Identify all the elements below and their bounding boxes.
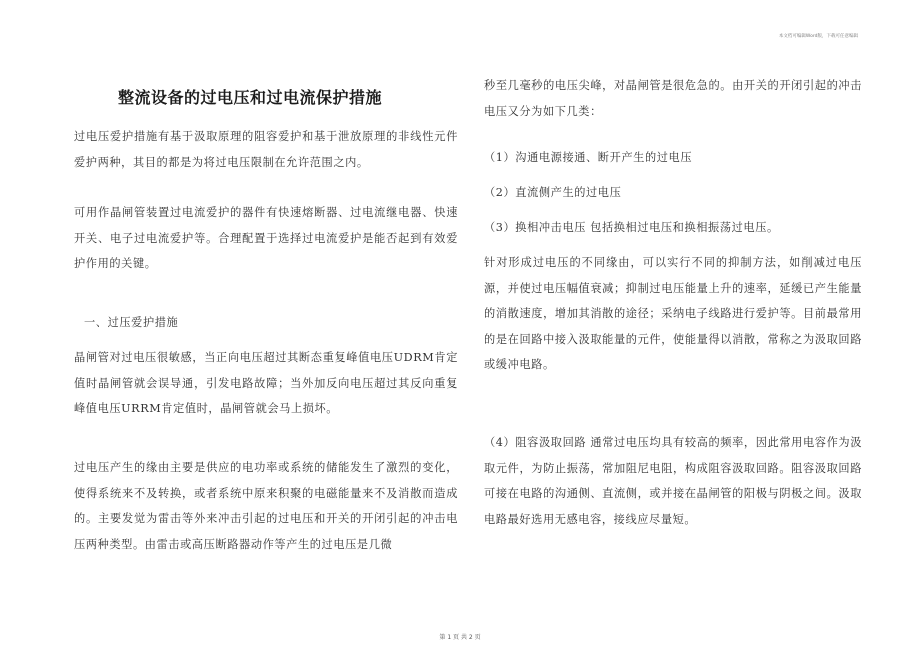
paragraph: 过电压产生的缘由主要是供应的电功率或系统的储能发生了激烈的变化，使得系统来不及转换，或者系统中原来积聚的电磁能量来不及消散而造成的。主要发觉为雷击等外来冲击引起的过电压和开关的开闭引起的冲击电压两种类型。由雷击或高压断路器动作等产生的过电压是几微 <box>74 461 458 551</box>
page-footer: 第 1 页 共 2 页 <box>439 634 481 641</box>
paragraph: 秒至几毫秒的电压尖峰，对晶闸管是很危急的。由开关的开闭引起的冲击电压又分为如下几类： <box>484 79 862 118</box>
list-item: （1）沟通电源接通、断开产生的过电压 <box>484 151 693 164</box>
paragraph: 晶闸管对过电压很敏感，当正向电压超过其断态重复峰值电压UDRM肯定值时晶闸管就会误导通，引发电路故障；当外加反向电压超过其反向重复峰值电压URRM肯定值时，晶闸管就会马上损坏。 <box>74 351 458 415</box>
document-title: 整流设备的过电压和过电流保护措施 <box>118 88 383 107</box>
paragraph: 过电压爱护措施有基于汲取原理的阻容爱护和基于泄放原理的非线性元件爱护两种，其目的都是为将过电压限制在允许范围之内。 <box>74 130 458 169</box>
list-item: （2）直流侧产生的过电压 <box>484 186 622 199</box>
paragraph: 可用作晶闸管装置过电流爱护的器件有快速熔断器、过电流继电器、快速开关、电子过电流爱护等。合理配置于选择过电流爱护是能否起到有效爱护作用的关键。 <box>74 206 458 270</box>
paragraph: （4）阻容汲取回路 通常过电压均具有较高的频率，因此常用电容作为汲取元件，为防止振荡，常加阻尼电阻，构成阻容汲取回路。阻容汲取回路可接在电路的沟通侧、直流侧，或并接在晶闸管的阳极与阴极之间。汲取电路最好选用无感电容，接线应尽量短。 <box>484 436 862 526</box>
paragraph: 针对形成过电压的不同缘由，可以实行不同的抑制方法，如削减过电压源，并使过电压幅值衰减；抑制过电压能量上升的速率，延缓已产生能量的消散速度，增加其消散的途径；采纳电子线路进行爱护等。目前最常用的是在回路中接入汲取能量的元件，使能量得以消散，常称之为汲取回路或缓冲电路。 <box>484 256 862 371</box>
list-item: （3）换相冲击电压 包括换相过电压和换相振荡过电压。 <box>484 221 779 234</box>
header-note: 本文档可编辑Word版，下载可任意编辑 <box>778 34 858 39</box>
section-heading: 一、过压爱护措施 <box>84 316 179 329</box>
